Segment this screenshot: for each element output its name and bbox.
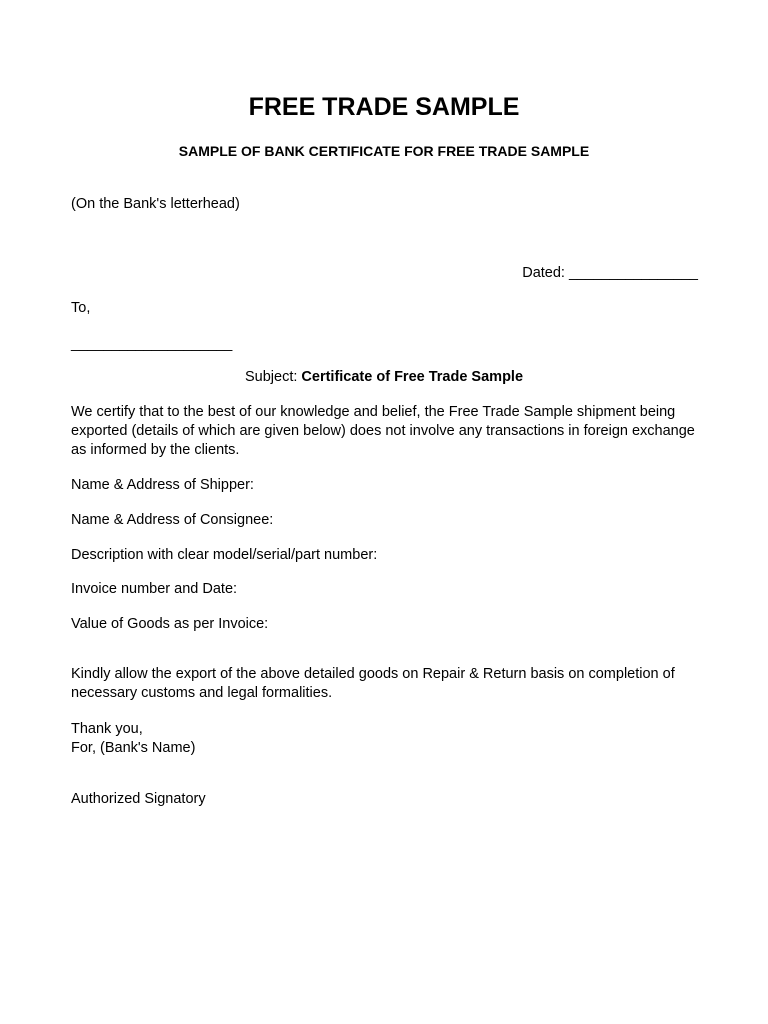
document-title: FREE TRADE SAMPLE (248, 93, 520, 121)
consignee-field-label: Name & Address of Consignee: (71, 512, 274, 528)
request-paragraph: Kindly allow the export of the above detailed goods on Repair & Return basis on completion of necessary customs and legal formalities. (71, 666, 675, 701)
bank-name-line: For, (Bank's Name) (71, 740, 196, 756)
signatory-line: Authorized Signatory (71, 791, 206, 807)
subject-label: Subject: (244, 369, 302, 385)
dated-line: Dated: ________________ (522, 265, 698, 281)
description-field-label: Description with clear model/serial/part number: (71, 547, 378, 563)
value-field-label: Value of Goods as per Invoice: (71, 616, 269, 632)
subject-value: Certificate of Free Trade Sample (301, 369, 524, 385)
letterhead-note: (On the Bank's letterhead) (71, 196, 240, 212)
invoice-field-label: Invoice number and Date: (71, 581, 238, 597)
document-subtitle: SAMPLE OF BANK CERTIFICATE FOR FREE TRADE SAMPLE (178, 143, 590, 159)
shipper-field-label: Name & Address of Shipper: (71, 477, 254, 493)
certify-paragraph: We certify that to the best of our knowledge and belief, the Free Trade Sample shipment being exported (details of which are given below) does not involve any transactions in foreign exchange as informed by the clients. (71, 404, 695, 458)
recipient-label: To, (71, 300, 91, 316)
recipient-blank-line: ____________________ (71, 336, 233, 352)
closing-line: Thank you, (71, 721, 143, 737)
subject-line (0, 368, 768, 387)
